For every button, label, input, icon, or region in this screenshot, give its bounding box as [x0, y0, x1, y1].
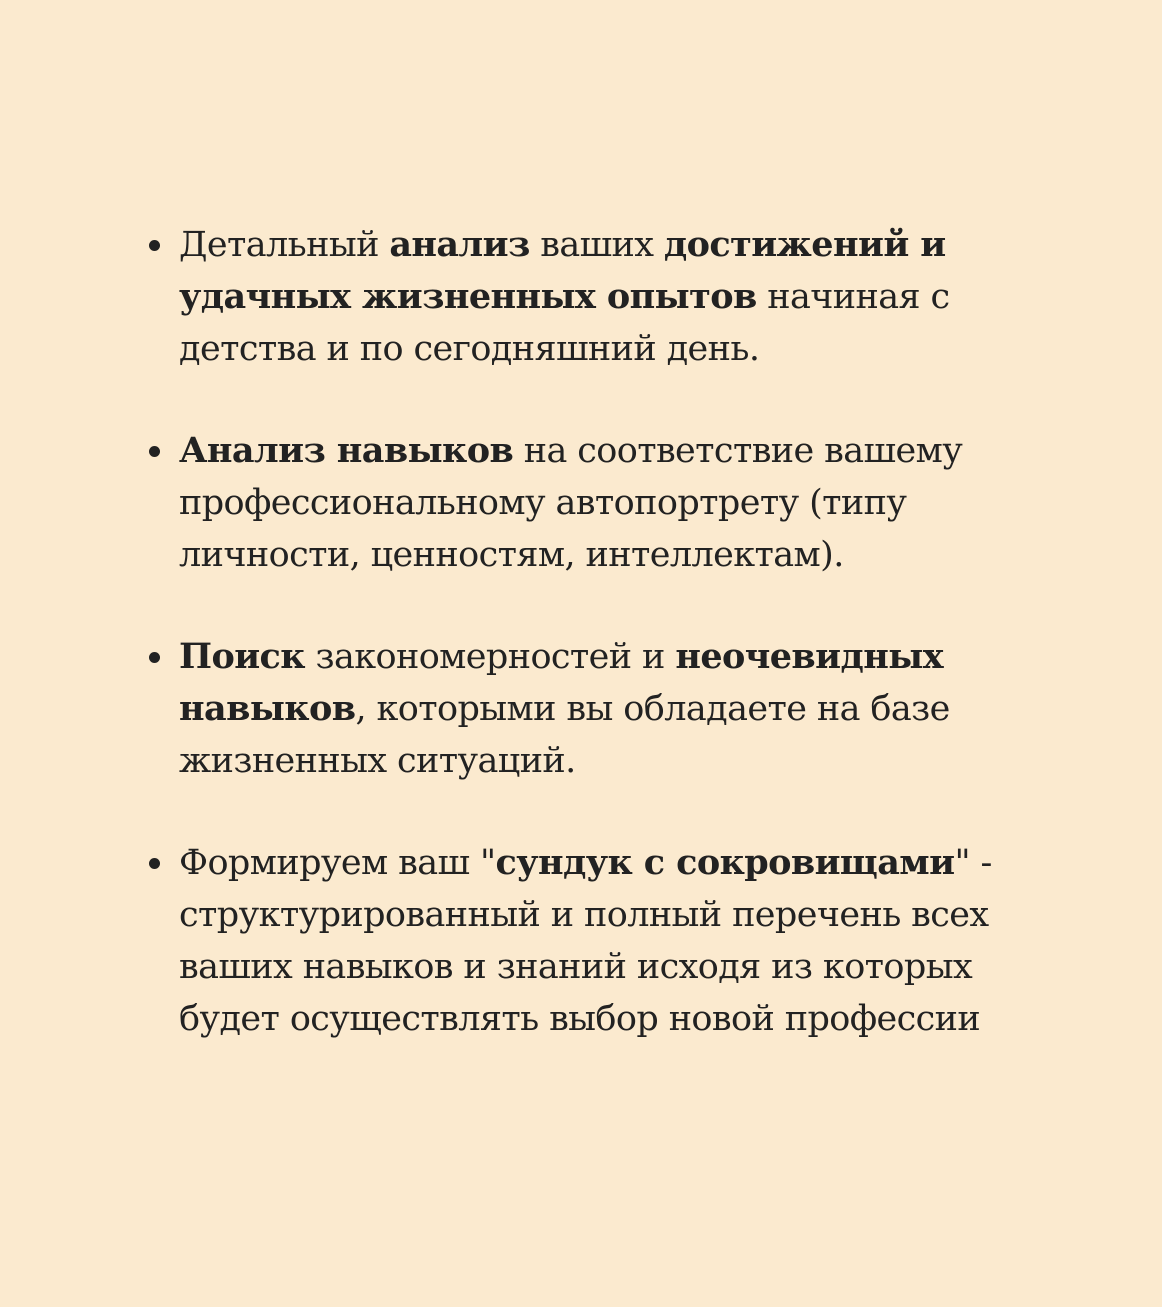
- bullet-dot-icon: [149, 446, 160, 457]
- text-segment: начиная с детства и по сегодняшний день.: [179, 277, 950, 369]
- text-segment-bold: сундук с сокровищами: [495, 842, 955, 883]
- text-segment-bold: неочевидных навыков: [179, 636, 944, 729]
- bullet-text: [179, 843, 992, 1039]
- text-segment-bold: достижений и удачных жизненных опытов: [179, 224, 946, 317]
- bullet-text: [179, 431, 962, 575]
- text-segment: " - структурированный и полный перечень всех ваших навыков и знаний исходя из которых будет осуществлять выбор новой профессии: [179, 843, 992, 1039]
- text-segment: ваших: [529, 225, 664, 265]
- bullet-list: [146, 219, 1046, 1045]
- text-segment-bold: Анализ навыков: [179, 430, 514, 471]
- list-item: [146, 425, 1046, 581]
- list-item: [146, 631, 1046, 787]
- list-item: [146, 837, 1046, 1045]
- bullet-text: [179, 637, 950, 781]
- text-segment: закономерностей и: [304, 637, 676, 677]
- list-item: [146, 219, 1046, 375]
- text-segment: на соответствие вашему профессиональному автопортрету (типу личности, ценностям, интеллектам).: [179, 431, 963, 575]
- text-segment-bold: анализ: [389, 224, 530, 265]
- bullet-dot-icon: [149, 240, 160, 251]
- bullet-dot-icon: [149, 652, 160, 663]
- text-segment-bold: Поиск: [179, 636, 305, 677]
- text-segment: , которыми вы обладаете на базе жизненных ситуаций.: [179, 689, 950, 781]
- text-segment: Детальный: [179, 225, 390, 265]
- text-segment: Формируем ваш ": [179, 843, 496, 883]
- bullet-dot-icon: [149, 858, 160, 869]
- bullet-text: [179, 225, 949, 369]
